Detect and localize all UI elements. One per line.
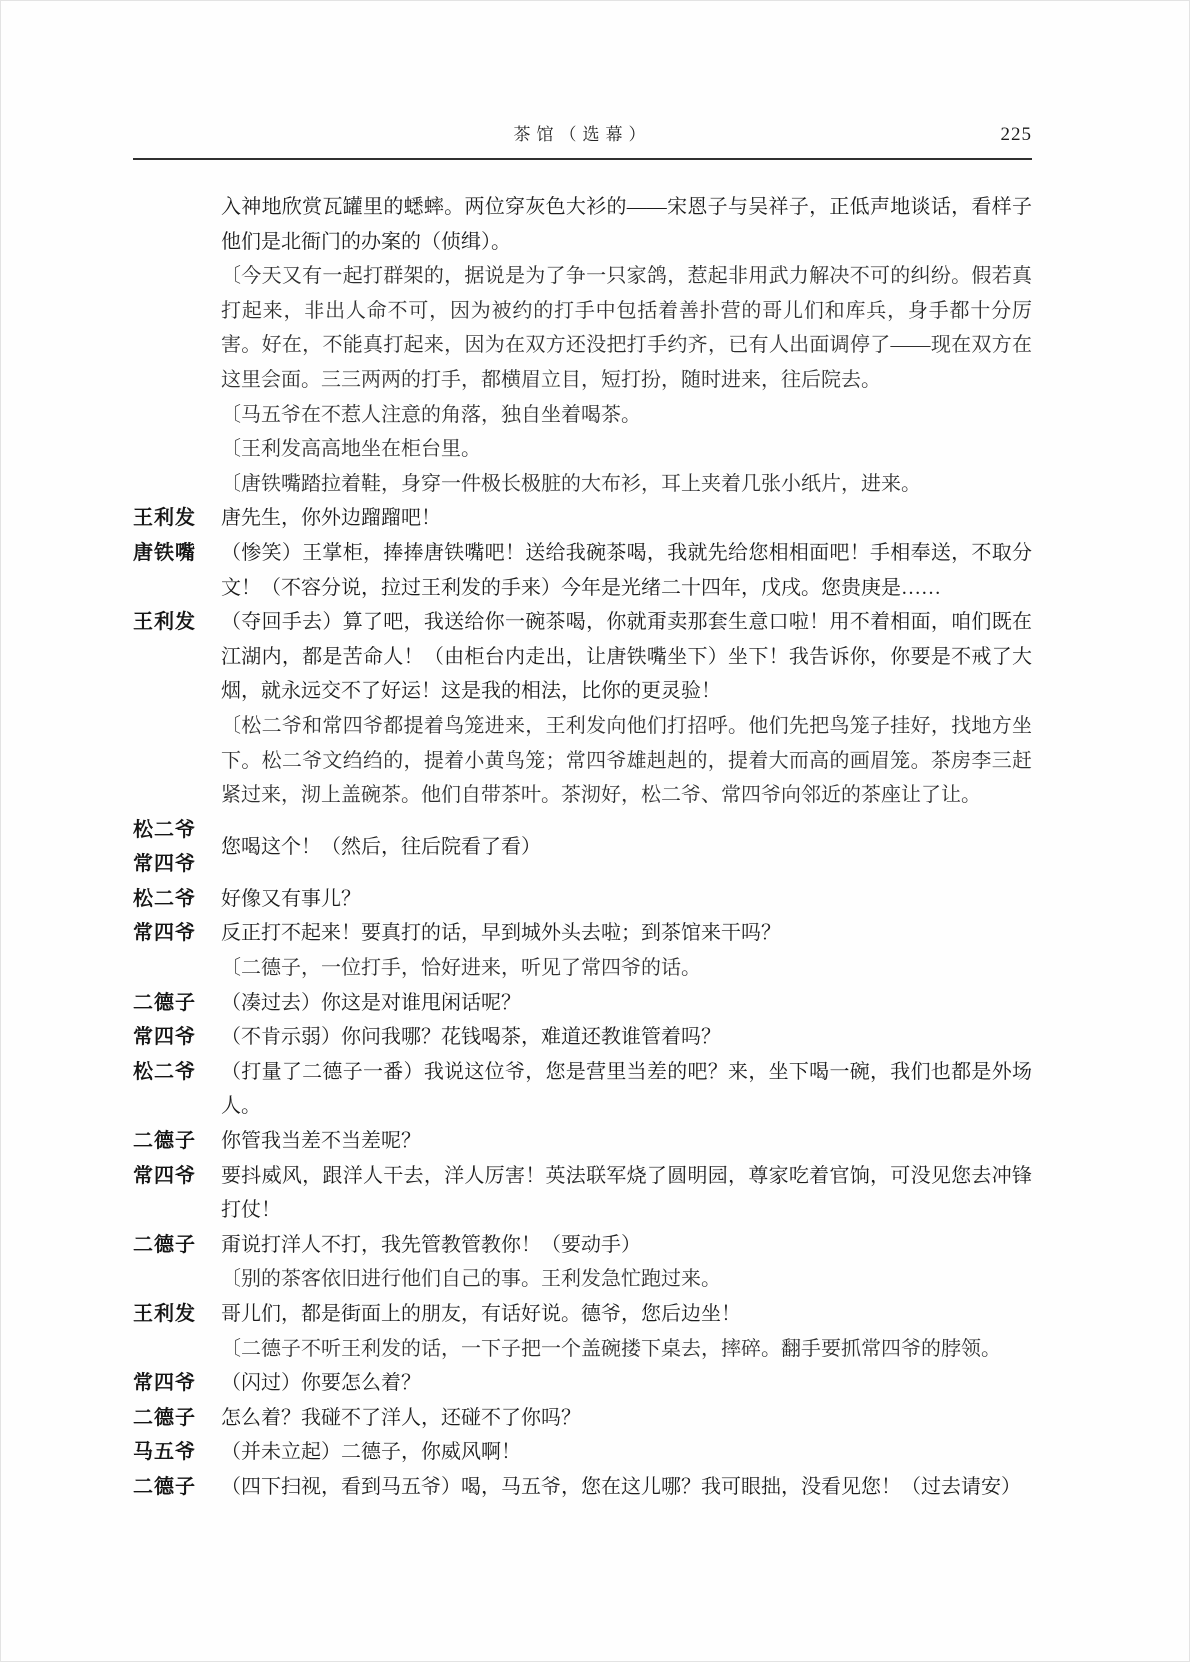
speaker-name: 唐铁嘴 xyxy=(133,541,196,564)
dialogue-line xyxy=(133,986,1032,1021)
dialogue-text: （四下扫视，看到马五爷）喝，马五爷，您在这儿哪？我可眼拙，没看见您！（过去请安） xyxy=(221,1475,1021,1498)
dialogue-line xyxy=(133,916,1032,951)
dialogue-line xyxy=(133,536,1032,605)
speaker-name: 常四爷 xyxy=(133,1026,196,1049)
dialogue-line xyxy=(133,1055,1032,1124)
dialogue-text: （并未立起）二德子，你威风啊！ xyxy=(221,1441,521,1464)
dialogue-text: （惨笑）王掌柜，捧捧唐铁嘴吧！送给我碗茶喝，我就先给您相相面吧！手相奉送，不取分文！（不容分说，拉过王利发的手来）今年是光绪二十四年，戊戌。您贵庚是…… xyxy=(221,541,1032,599)
speaker-name: 二德子 xyxy=(133,1406,196,1429)
dialogue-text: 要抖威风，跟洋人干去，洋人厉害！英法联军烧了圆明园，尊家吃着官饷，可没见您去冲锋打仗！ xyxy=(221,1164,1032,1222)
header-rule xyxy=(133,158,1032,160)
stage-direction: 〔二德子不听王利发的话，一下子把一个盖碗搂下桌去，摔碎。翻手要抓常四爷的脖领。 xyxy=(221,1337,1001,1360)
speaker-name: 二德子 xyxy=(133,1475,196,1498)
dialogue-line xyxy=(133,1435,1032,1470)
dialogue-line xyxy=(133,1228,1032,1263)
stage-direction: 〔今天又有一起打群架的，据说是为了争一只家鸽，惹起非用武力解决不可的纠纷。假若真打起来，非出人命不可，因为被约的打手中包括着善扑营的哥儿们和库兵，身手都十分厉害。好在，不能真打起来，因为在双方还没把打手约齐，已有人出面调停了——现在双方在这里会面。三三两两的打手，都横眉立目，短打扮，随时进来，往后院去。 xyxy=(221,265,1032,391)
dialogue-line xyxy=(133,1124,1032,1159)
dialogue-text: 怎么着？我碰不了洋人，还碰不了你吗？ xyxy=(221,1406,581,1429)
script-body xyxy=(133,190,1032,1505)
dialogue-line xyxy=(133,501,1032,536)
speaker-name: 二德子 xyxy=(133,1233,196,1256)
dialogue-line xyxy=(133,1159,1032,1228)
speaker-name: 王利发 xyxy=(133,507,196,530)
speaker-name: 松二爷 xyxy=(133,1060,196,1083)
dialogue-line-shared xyxy=(133,813,1032,882)
dialogue-text: 你管我当差不当差呢？ xyxy=(221,1130,421,1153)
dialogue-text: 哥儿们，都是街面上的朋友，有话好说。德爷，您后边坐！ xyxy=(221,1303,741,1325)
stage-direction: 〔唐铁嘴踏拉着鞋，身穿一件极长极脏的大布衫，耳上夹着几张小纸片，进来。 xyxy=(221,472,921,495)
speaker-name: 常四爷 xyxy=(133,1372,196,1395)
speaker-name-stack xyxy=(133,813,221,882)
speaker-name: 松二爷 xyxy=(133,887,196,910)
stage-direction: 〔别的茶客依旧进行他们自己的事。王利发急忙跑过来。 xyxy=(221,1268,721,1291)
continuation-paragraph: 入神地欣赏瓦罐里的蟋蟀。两位穿灰色大衫的——宋恩子与吴祥子，正低声地谈话，看样子他们是北衙门的办案的（侦缉）。 xyxy=(221,196,1032,253)
dialogue-line xyxy=(133,1470,1032,1505)
dialogue-text: （不肯示弱）你问我哪？花钱喝茶，难道还教谁管着吗？ xyxy=(221,1026,721,1049)
dialogue-text: （凑过去）你这是对谁甩闲话呢？ xyxy=(221,991,521,1014)
dialogue-line xyxy=(133,605,1032,709)
speaker-name: 王利发 xyxy=(133,611,196,634)
dialogue-text: 您喝这个！（然后，往后院看了看） xyxy=(221,835,541,858)
stage-direction: 〔马五爷在不惹人注意的角落，独自坐着喝茶。 xyxy=(221,403,641,426)
page-number: 225 xyxy=(1000,124,1032,145)
speaker-name: 二德子 xyxy=(133,991,196,1014)
dialogue-line xyxy=(133,1366,1032,1401)
speaker-name: 常四爷 xyxy=(133,1164,196,1187)
dialogue-line xyxy=(133,1297,1032,1332)
speaker-name: 王利发 xyxy=(133,1303,196,1325)
dialogue-text: 甭说打洋人不打，我先管教管教你！（要动手） xyxy=(221,1233,641,1256)
running-title: 茶馆（选幕） xyxy=(513,125,652,144)
stage-direction: 〔松二爷和常四爷都提着鸟笼进来，王利发向他们打招呼。他们先把鸟笼子挂好，找地方坐下。松二爷文绉绉的，提着小黄鸟笼；常四爷雄赳赳的，提着大而高的画眉笼。茶房李三赶紧过来，沏上盖碗茶。他们自带茶叶。茶沏好，松二爷、常四爷向邻近的茶座让了让。 xyxy=(221,714,1032,807)
speaker-name: 松二爷 xyxy=(133,818,196,841)
speaker-name: 常四爷 xyxy=(133,853,196,876)
dialogue-text: （闪过）你要怎么着？ xyxy=(221,1372,421,1395)
stage-direction: 〔二德子，一位打手，恰好进来，听见了常四爷的话。 xyxy=(221,957,701,980)
speaker-name: 常四爷 xyxy=(133,922,196,945)
dialogue-text: （打量了二德子一番）我说这位爷，您是营里当差的吧？来，坐下喝一碗，我们也都是外场人。 xyxy=(221,1060,1032,1118)
stage-direction: 〔王利发高高地坐在柜台里。 xyxy=(221,438,481,461)
dialogue-text: 反正打不起来！要真打的话，早到城外头去啦；到茶馆来干吗？ xyxy=(221,922,781,945)
dialogue-line xyxy=(133,882,1032,917)
speaker-name: 马五爷 xyxy=(133,1441,196,1464)
dialogue-line xyxy=(133,1401,1032,1436)
page-header xyxy=(133,124,1032,146)
dialogue-text: 唐先生，你外边蹓蹓吧！ xyxy=(221,507,441,530)
speaker-name: 二德子 xyxy=(133,1130,196,1153)
dialogue-text: （夺回手去）算了吧，我送给你一碗茶喝，你就甭卖那套生意口啦！用不着相面，咱们既在江湖内，都是苦命人！（由柜台内走出，让唐铁嘴坐下）坐下！我告诉你，你要是不戒了大烟，就永远交不了好运！这是我的相法，比你的更灵验！ xyxy=(221,611,1032,703)
dialogue-line xyxy=(133,1020,1032,1055)
dialogue-text: 好像又有事儿？ xyxy=(221,887,361,910)
